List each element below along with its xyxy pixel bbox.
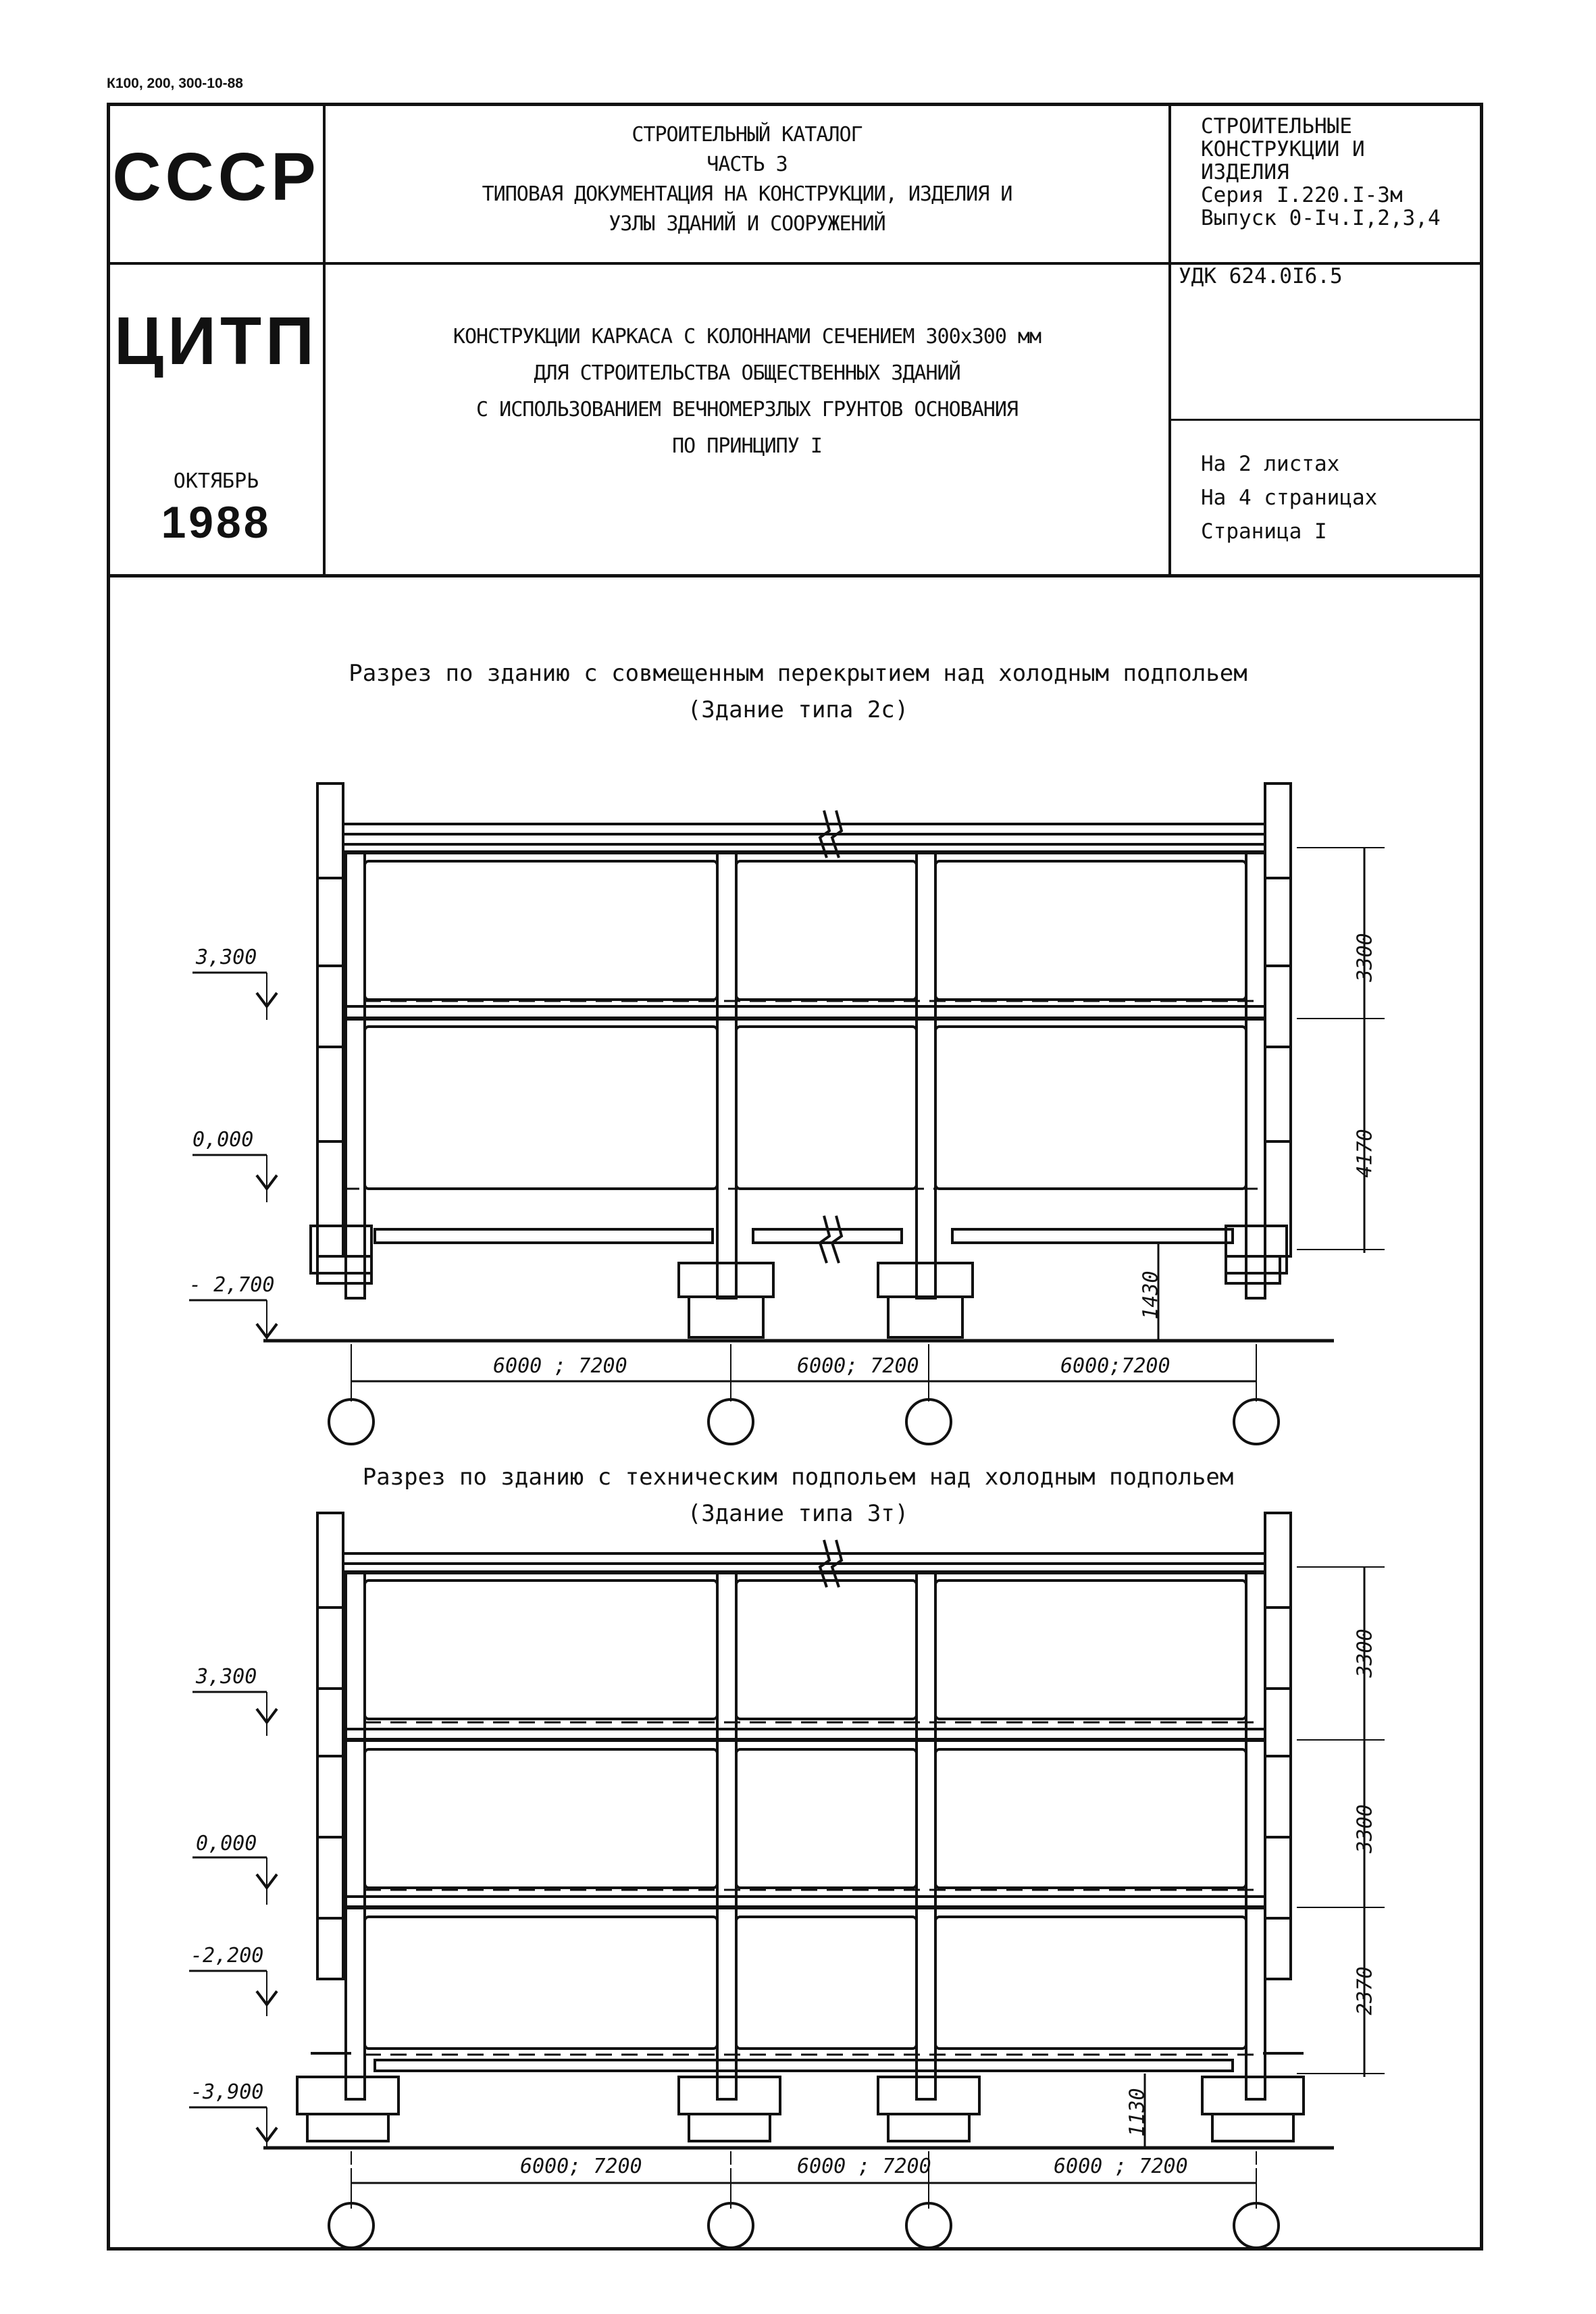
dimension-label: 1430: [1139, 1270, 1163, 1320]
level-label: -3,900: [190, 2080, 264, 2104]
dimension-label: 1130: [1125, 2088, 1150, 2137]
wall-right: [1265, 1513, 1291, 1979]
level-label: 0,000: [196, 1832, 257, 1855]
span-label: 6000 ; 7200: [493, 1354, 627, 1378]
catalog-line: ТИПОВАЯ ДОКУМЕНТАЦИЯ НА КОНСТРУКЦИИ, ИЗДЕЛИЯ И: [482, 182, 1012, 206]
sheets-line: Страница I: [1201, 519, 1327, 544]
wall-left: [317, 1513, 343, 1979]
level-label: -2,200: [190, 1944, 264, 1968]
dimension-label: 3300: [1353, 1628, 1377, 1678]
sheets-line: На 2 листах: [1201, 452, 1340, 476]
axis-marker: [709, 2203, 753, 2248]
series-line: КОНСТРУКЦИИ И: [1201, 137, 1365, 161]
span-label: 6000; 7200: [797, 1354, 919, 1378]
series-line: ИЗДЕЛИЯ: [1201, 160, 1289, 184]
dimension-label: 3300: [1353, 933, 1377, 982]
span-label: 6000 ; 7200: [797, 2155, 931, 2178]
org-citp: ЦИТП: [114, 303, 318, 379]
caption-line: Разрез по зданию с техническим подпольем над холодным подпольем: [362, 1464, 1234, 1491]
issue-year: 1988: [161, 497, 272, 547]
series-line: Выпуск 0-Iч.I,2,3,4: [1201, 206, 1441, 230]
caption-line: (Здание типа 3т): [687, 1500, 909, 1527]
sheets-line: На 4 страницах: [1201, 486, 1378, 510]
title-line: ДЛЯ СТРОИТЕЛЬСТВА ОБЩЕСТВЕННЫХ ЗДАНИЙ: [534, 361, 960, 385]
caption-line: (Здание типа 2с): [687, 696, 909, 723]
catalog-line: СТРОИТЕЛЬНЫЙ КАТАЛОГ: [632, 123, 863, 147]
level-label: 0,000: [192, 1128, 254, 1152]
document-code: К100, 200, 300-10-88: [107, 76, 243, 91]
title-line: ПО ПРИНЦИПУ I: [672, 434, 822, 458]
catalog-line: УЗЛЫ ЗДАНИЙ И СООРУЖЕНИЙ: [609, 212, 885, 236]
caption-line: Разрез по зданию с совмещенным перекрытием над холодным подпольем: [349, 660, 1247, 687]
org-ussr: СССР: [112, 139, 320, 215]
columns-2: [346, 1572, 1265, 2099]
title-line: С ИСПОЛЬЗОВАНИЕМ ВЕЧНОМЕРЗЛЫХ ГРУНТОВ ОСНОВАНИЯ: [476, 398, 1018, 421]
span-label: 6000 ; 7200: [1054, 2155, 1188, 2178]
axis-marker: [1234, 2203, 1279, 2248]
udk-code: УДК 624.0I6.5: [1179, 264, 1343, 288]
series-line: СТРОИТЕЛЬНЫЕ: [1201, 114, 1352, 138]
level-label: - 2,700: [189, 1273, 275, 1297]
span-label: 6000;7200: [1060, 1354, 1170, 1378]
issue-month: ОКТЯБРЬ: [173, 469, 259, 493]
dimension-label: 2370: [1353, 1966, 1377, 2015]
level-label: 3,300: [196, 946, 257, 969]
title-line: КОНСТРУКЦИИ КАРКАСА С КОЛОННАМИ СЕЧЕНИЕМ 300х300 мм: [453, 325, 1041, 349]
dimension-label: 3300: [1353, 1804, 1377, 1853]
axis-marker: [906, 2203, 951, 2248]
dimension-label: 4170: [1353, 1129, 1377, 1178]
catalog-line: ЧАСТЬ 3: [706, 153, 788, 176]
span-label: 6000; 7200: [520, 2155, 642, 2178]
axis-marker: [329, 2203, 374, 2248]
level-label: 3,300: [196, 1665, 257, 1689]
series-line: Серия I.220.I-3м: [1201, 183, 1403, 207]
